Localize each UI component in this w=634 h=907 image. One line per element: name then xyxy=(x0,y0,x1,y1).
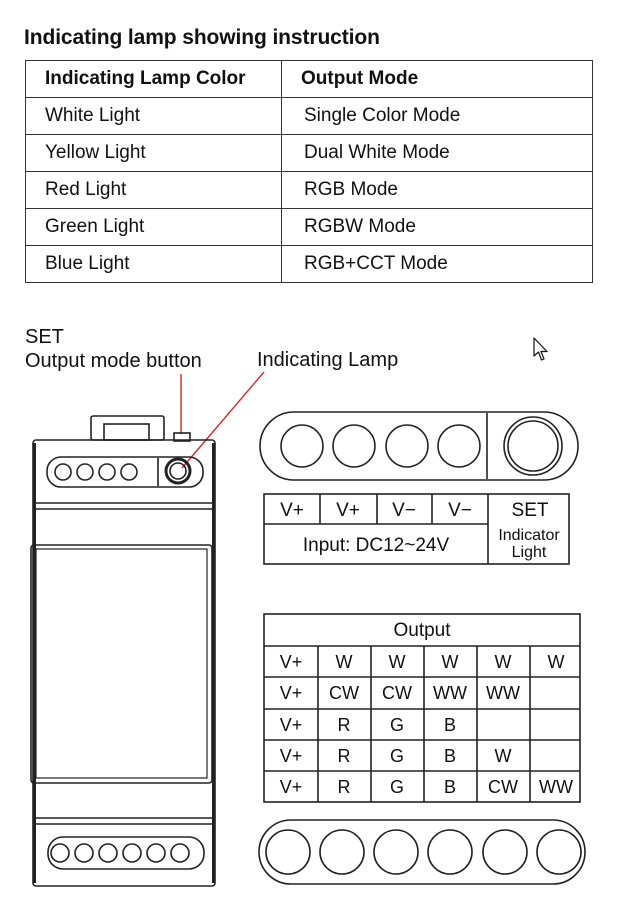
output-cell: G xyxy=(389,746,405,766)
output-mode-button-callout-label: Output mode button xyxy=(25,350,202,372)
page-title: Indicating lamp showing instruction xyxy=(24,26,380,49)
output-header: Output xyxy=(393,620,451,641)
output-cell: W xyxy=(335,652,353,672)
output-mode-cell: RGB Mode xyxy=(282,172,593,209)
header-output-mode: Output Mode xyxy=(282,61,593,98)
output-cell: B xyxy=(443,746,457,766)
header-lamp-color: Indicating Lamp Color xyxy=(26,61,282,98)
mouse-cursor-icon xyxy=(533,337,549,363)
output-mode-cell: RGBW Mode xyxy=(282,209,593,246)
set-callout-label: SET xyxy=(25,326,64,348)
output-cell: B xyxy=(443,777,457,797)
output-cell: WW xyxy=(486,683,520,703)
output-cell: W xyxy=(494,652,512,672)
output-terminal-block xyxy=(259,820,585,884)
output-table-grid xyxy=(264,614,580,802)
output-cell: G xyxy=(389,777,405,797)
output-cell: R xyxy=(337,777,351,797)
output-cell: W xyxy=(494,746,512,766)
input-terminal-label: V− xyxy=(392,500,416,521)
output-cell: V+ xyxy=(279,715,303,735)
lamp-color-cell: Blue Light xyxy=(26,246,282,283)
output-cell: CW xyxy=(382,683,412,703)
output-mode-cell: Dual White Mode xyxy=(282,135,593,172)
output-cell: V+ xyxy=(279,683,303,703)
input-voltage-label: Input: DC12~24V xyxy=(302,535,450,556)
output-cell: WW xyxy=(433,683,467,703)
lamp-color-cell: White Light xyxy=(26,98,282,135)
output-cell: B xyxy=(443,715,457,735)
input-terminal-label: V− xyxy=(448,500,472,521)
indicator-light-label: Indicator xyxy=(498,527,560,544)
output-cell: W xyxy=(547,652,565,672)
output-cell: R xyxy=(337,715,351,735)
output-cell: CW xyxy=(488,777,518,797)
set-button-icon[interactable] xyxy=(504,417,562,475)
output-cell: WW xyxy=(539,777,573,797)
output-cell: R xyxy=(337,746,351,766)
output-mode-cell: RGB+CCT Mode xyxy=(282,246,593,283)
indicator-light-label: Light xyxy=(511,544,547,561)
output-cell: V+ xyxy=(279,746,303,766)
lamp-color-cell: Red Light xyxy=(26,172,282,209)
output-cell: V+ xyxy=(279,777,303,797)
input-terminal-label: V+ xyxy=(280,500,304,521)
lamp-callout-line xyxy=(182,372,264,468)
output-cell: G xyxy=(389,715,405,735)
output-cell: CW xyxy=(329,683,359,703)
output-cell: V+ xyxy=(279,652,303,672)
output-mode-cell: Single Color Mode xyxy=(282,98,593,135)
set-terminal-label: SET xyxy=(511,500,549,521)
lamp-color-cell: Yellow Light xyxy=(26,135,282,172)
output-cell: W xyxy=(441,652,459,672)
input-terminal-label: V+ xyxy=(336,500,360,521)
input-terminal-block xyxy=(260,412,578,480)
din-rail-controller xyxy=(31,416,215,886)
output-cell: W xyxy=(388,652,406,672)
lamp-color-cell: Green Light xyxy=(26,209,282,246)
indicating-lamp-callout-label: Indicating Lamp xyxy=(257,349,399,371)
